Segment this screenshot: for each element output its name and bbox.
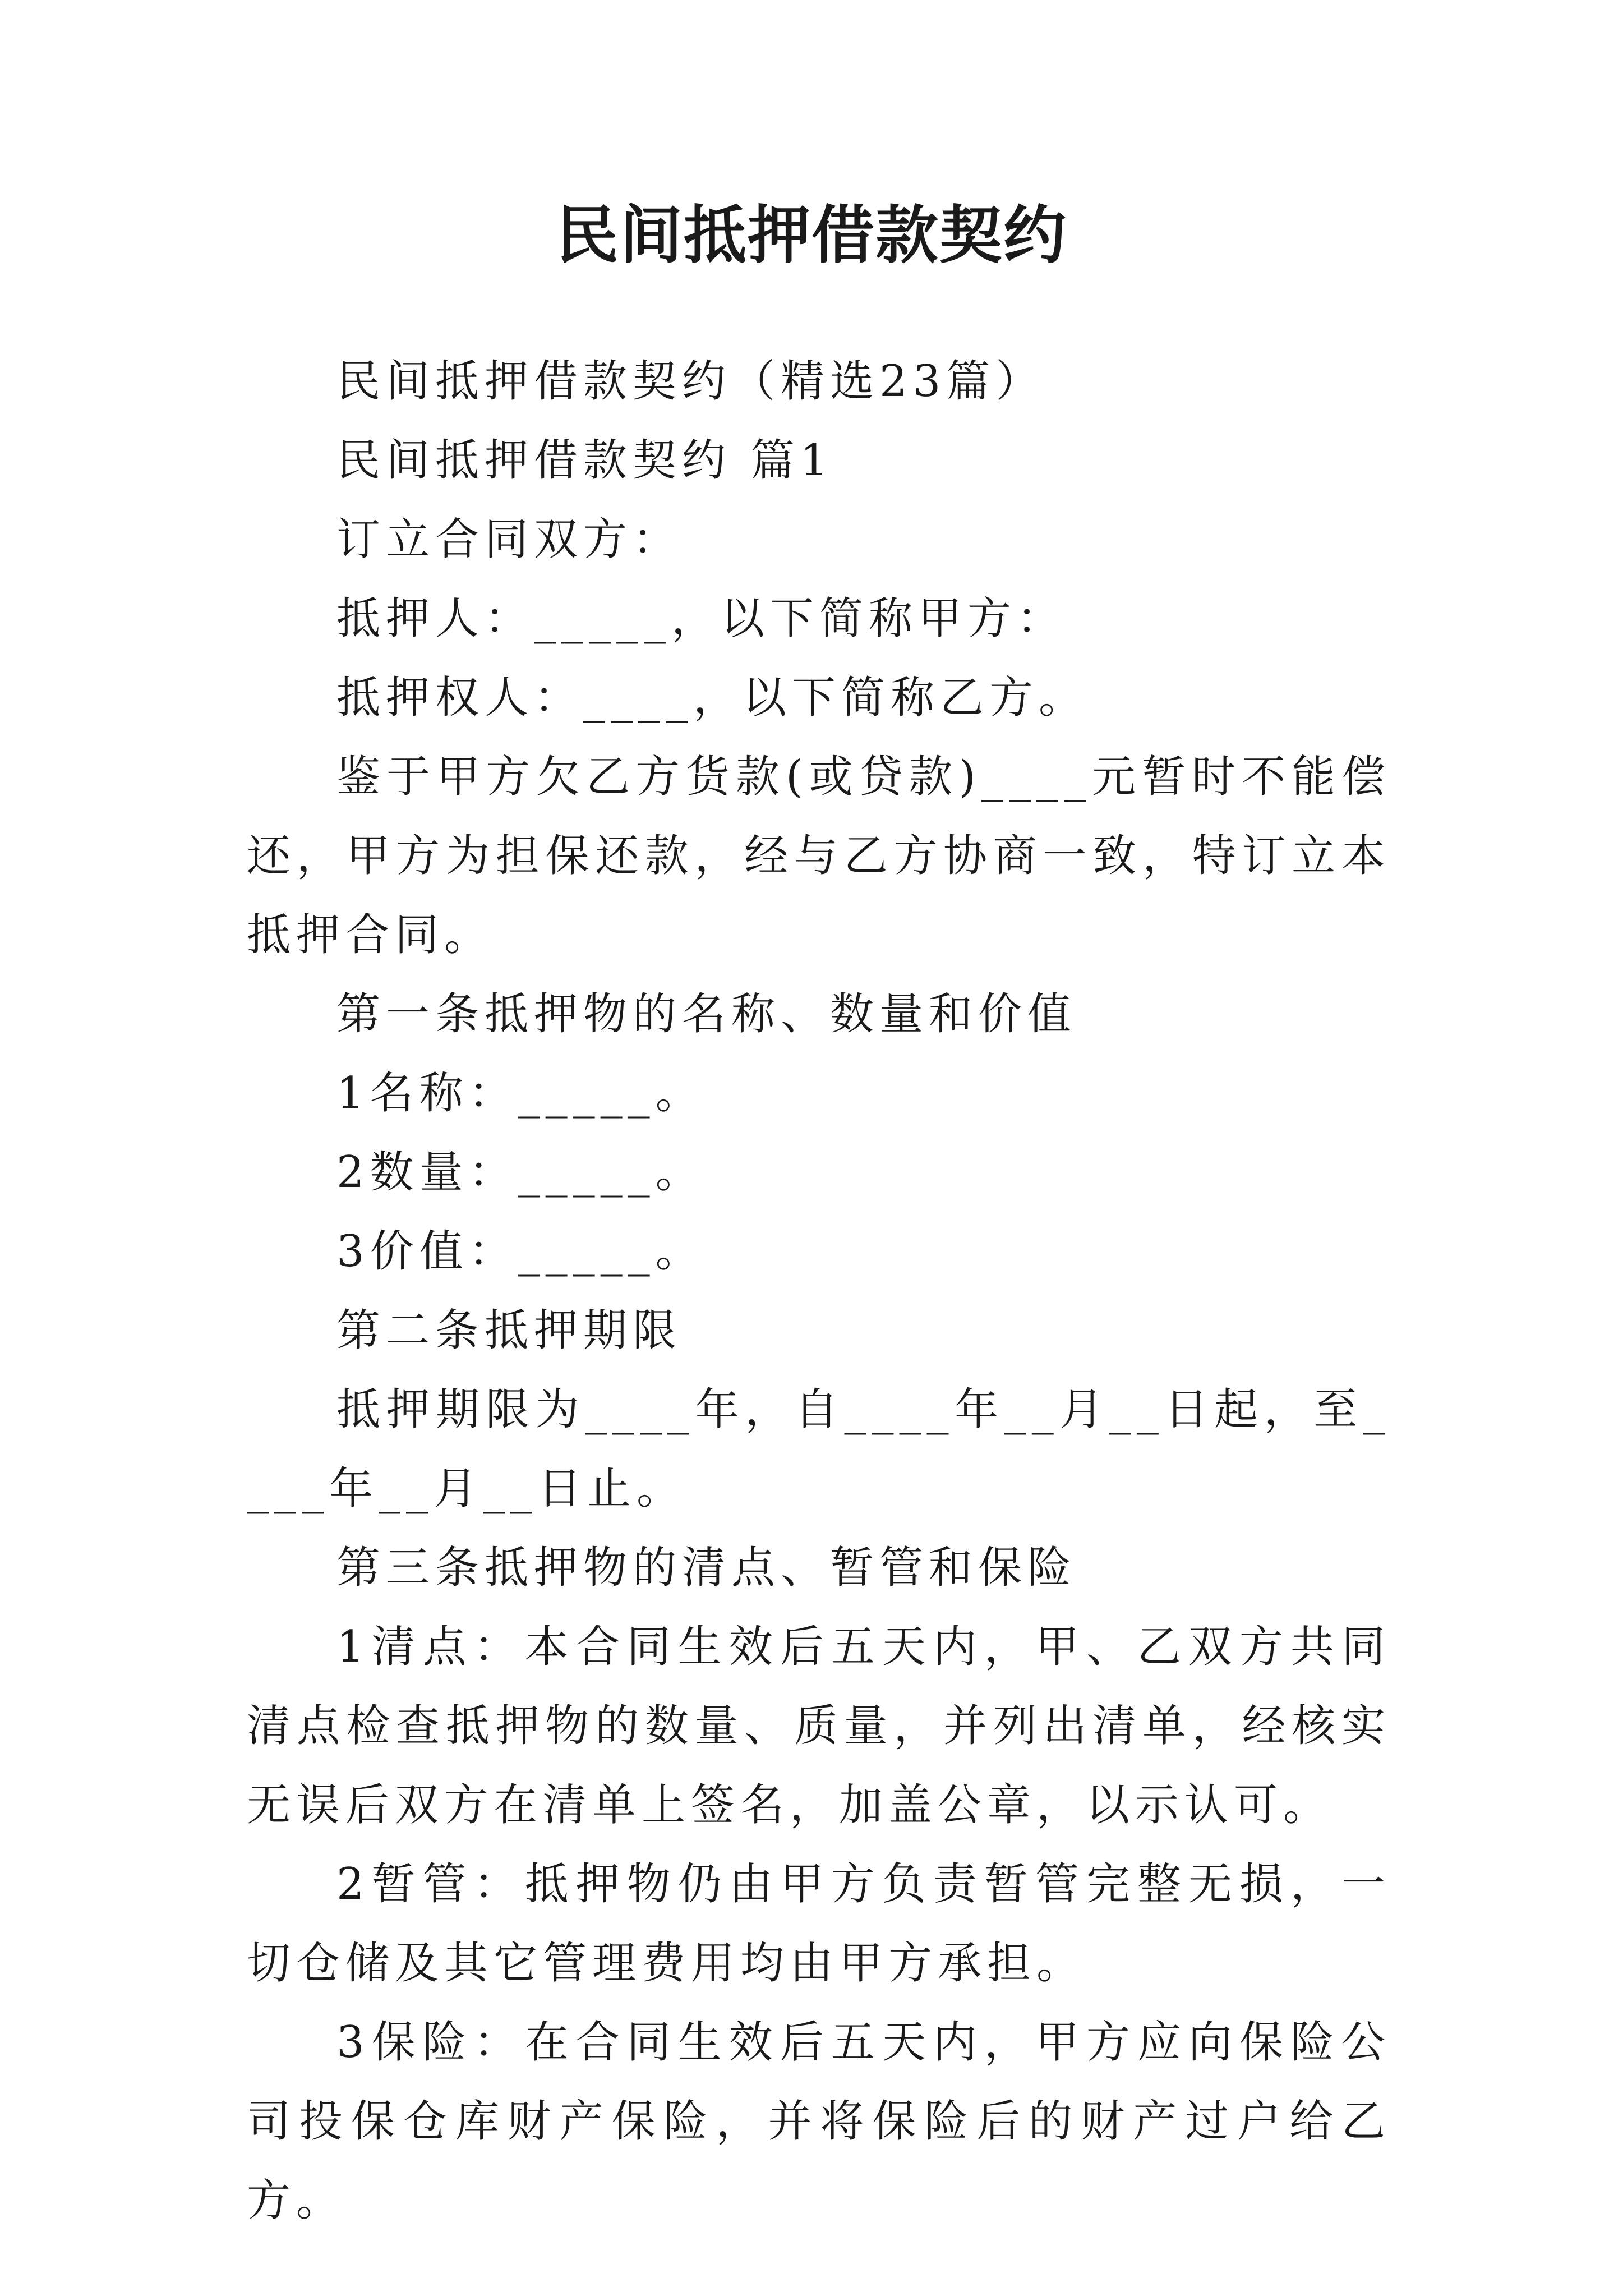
body-paragraph: 抵押权人：____，以下简称乙方。 <box>336 673 1089 723</box>
body-paragraph: 抵押人：_____，以下简称甲方： <box>336 593 1067 644</box>
body-paragraph: 订立合同双方： <box>336 514 683 565</box>
document-title: 民间抵押借款契约 <box>556 199 1067 272</box>
body-paragraph: 2暂管：抵押物仍由甲方负责暂管完整无损，一切仓储及其它管理费用均由甲方承担。 <box>247 1859 1391 1989</box>
clause-heading: 第三条抵押物的清点、暂管和保险 <box>336 1543 1077 1593</box>
subtitle-paragraph: 民间抵押借款契约（精选23篇） <box>336 356 1045 407</box>
body-paragraph: 2数量：_____。 <box>336 1147 705 1198</box>
clause-heading: 第一条抵押物的名称、数量和价值 <box>336 989 1077 1039</box>
section-heading: 民间抵押借款契约 篇1 <box>336 435 834 486</box>
body-paragraph: 1名称：_____。 <box>336 1068 705 1119</box>
body-paragraph: 3保险：在合同生效后五天内，甲方应向保险公司投保仓库财产保险，并将保险后的财产过户给乙方。 <box>247 2017 1391 2226</box>
body-paragraph: 3价值：_____。 <box>336 1226 705 1277</box>
body-paragraph: 鉴于甲方欠乙方货款(或贷款)____元暂时不能偿还，甲方为担保还款，经与乙方协商一致，特订立本抵押合同。 <box>247 752 1391 960</box>
clause-heading: 第二条抵押期限 <box>336 1305 683 1356</box>
body-paragraph: 抵押期限为____年，自____年__月__日起，至____年__月__日止。 <box>247 1384 1391 1514</box>
document-body <box>247 342 1391 2240</box>
body-paragraph: 1清点：本合同生效后五天内，甲、乙双方共同清点检查抵押物的数量、质量，并列出清单，经核实无误后双方在清单上签名，加盖公章，以示认可。 <box>247 1622 1391 1830</box>
